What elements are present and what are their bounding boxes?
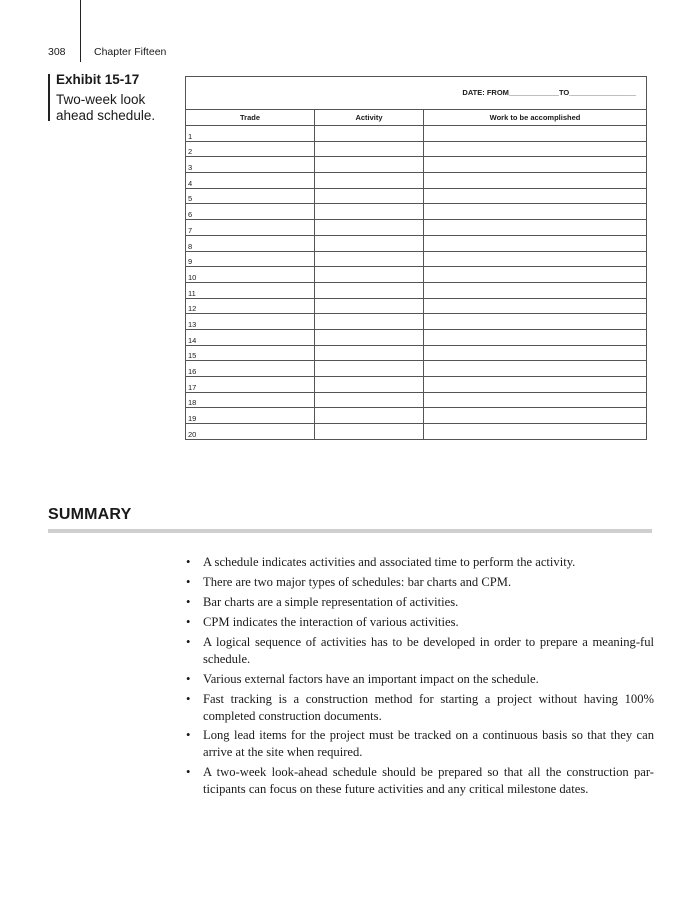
row-number-trade-cell: 2 [186,141,315,157]
summary-list [186,554,654,801]
exhibit-marker-bar [48,74,50,121]
work-cell [424,204,647,220]
row-number-trade-cell: 7 [186,220,315,236]
row-number-trade-cell: 6 [186,204,315,220]
row-number-trade-cell: 5 [186,188,315,204]
bullet-icon: • [186,614,191,629]
table-row [186,329,647,345]
row-number-trade-cell: 9 [186,251,315,267]
activity-cell [315,188,424,204]
schedule-form [185,76,647,440]
row-number-trade-cell: 8 [186,235,315,251]
column-header-activity: Activity [315,110,424,126]
bullet-icon: • [186,691,191,706]
table-row [186,235,647,251]
table-row [186,298,647,314]
column-header-trade: Trade [186,110,315,126]
chapter-title: Chapter Fifteen [94,46,167,58]
work-cell [424,251,647,267]
summary-item-text: Fast tracking is a construction method for starting a project without having 100% completed construction documents. [203,691,654,723]
table-row [186,126,647,142]
summary-item [186,554,654,571]
work-cell [424,126,647,142]
table-row [186,377,647,393]
table-row [186,220,647,236]
bullet-icon: • [186,728,191,743]
table-row [186,251,647,267]
work-cell [424,188,647,204]
row-number-trade-cell: 10 [186,267,315,283]
row-number-trade-cell: 1 [186,126,315,142]
bullet-icon: • [186,574,191,589]
work-cell [424,424,647,440]
schedule-table [185,109,647,440]
activity-cell [315,157,424,173]
row-number-trade-cell: 3 [186,157,315,173]
summary-item [186,594,654,611]
exhibit-caption: Two-week look ahead schedule. [56,92,156,123]
row-number-trade-cell: 16 [186,361,315,377]
activity-cell [315,377,424,393]
table-row [186,204,647,220]
bullet-icon: • [186,634,191,649]
summary-item-text: There are two major types of schedules: bar charts and CPM. [203,574,512,589]
work-cell [424,173,647,189]
work-cell [424,361,647,377]
activity-cell [315,329,424,345]
table-header-row [186,110,647,126]
work-cell [424,235,647,251]
table-row [186,424,647,440]
work-cell [424,157,647,173]
row-number-trade-cell: 17 [186,377,315,393]
work-cell [424,377,647,393]
summary-heading: SUMMARY [48,506,132,523]
table-row [186,408,647,424]
summary-item [186,671,654,688]
activity-cell [315,220,424,236]
activity-cell [315,361,424,377]
summary-item [186,764,654,798]
work-cell [424,329,647,345]
summary-item-text: A schedule indicates activities and associated time to perform the activity. [203,555,576,569]
summary-item-text: Long lead items for the project must be tracked on a continuous basis so that they can arrive at the site when required. [203,728,654,760]
bullet-icon: • [186,671,191,686]
summary-item [186,727,654,761]
table-row [186,173,647,189]
activity-cell [315,392,424,408]
activity-cell [315,314,424,330]
page-number: 308 [48,46,66,58]
bullet-icon: • [186,765,191,780]
summary-item-text: A logical sequence of activities has to be developed in order to prepare a meaning-ful schedule. [203,634,654,666]
table-row [186,141,647,157]
activity-cell [315,173,424,189]
row-number-trade-cell: 15 [186,345,315,361]
table-row [186,314,647,330]
row-number-trade-cell: 18 [186,392,315,408]
activity-cell [315,251,424,267]
activity-cell [315,126,424,142]
work-cell [424,408,647,424]
summary-item [186,691,654,725]
summary-item-text: CPM indicates the interaction of various activities. [203,614,459,629]
work-cell [424,298,647,314]
summary-item-text: Bar charts are a simple representation of activities. [203,594,459,609]
row-number-trade-cell: 14 [186,329,315,345]
table-row [186,392,647,408]
summary-item-text: Various external factors have an important impact on the schedule. [203,671,539,686]
work-cell [424,141,647,157]
activity-cell [315,141,424,157]
work-cell [424,282,647,298]
bullet-icon: • [186,594,191,609]
activity-cell [315,282,424,298]
activity-cell [315,408,424,424]
work-cell [424,267,647,283]
summary-rule [48,529,652,533]
summary-item [186,614,654,631]
bullet-icon: • [186,555,191,569]
work-cell [424,220,647,236]
work-cell [424,392,647,408]
activity-cell [315,424,424,440]
table-row [186,157,647,173]
activity-cell [315,267,424,283]
table-row [186,188,647,204]
row-number-trade-cell: 19 [186,408,315,424]
top-vertical-rule [80,0,81,44]
table-row [186,361,647,377]
activity-cell [315,298,424,314]
row-number-trade-cell: 13 [186,314,315,330]
date-range-line: DATE: FROM____________TO________________ [462,88,636,97]
activity-cell [315,204,424,220]
summary-item [186,634,654,668]
header-separator [80,44,81,62]
row-number-trade-cell: 4 [186,173,315,189]
work-cell [424,345,647,361]
table-row [186,282,647,298]
row-number-trade-cell: 12 [186,298,315,314]
activity-cell [315,235,424,251]
row-number-trade-cell: 20 [186,424,315,440]
summary-item [186,574,654,591]
summary-item-text: A two-week look-ahead schedule should be prepared so that all the construction par-ticipants can focus on these future activities and any critical milestone dates. [203,765,654,797]
exhibit-title: Exhibit 15-17 [56,72,140,87]
table-row [186,345,647,361]
work-cell [424,314,647,330]
column-header-work: Work to be accomplished [424,110,647,126]
table-row [186,267,647,283]
row-number-trade-cell: 11 [186,282,315,298]
activity-cell [315,345,424,361]
